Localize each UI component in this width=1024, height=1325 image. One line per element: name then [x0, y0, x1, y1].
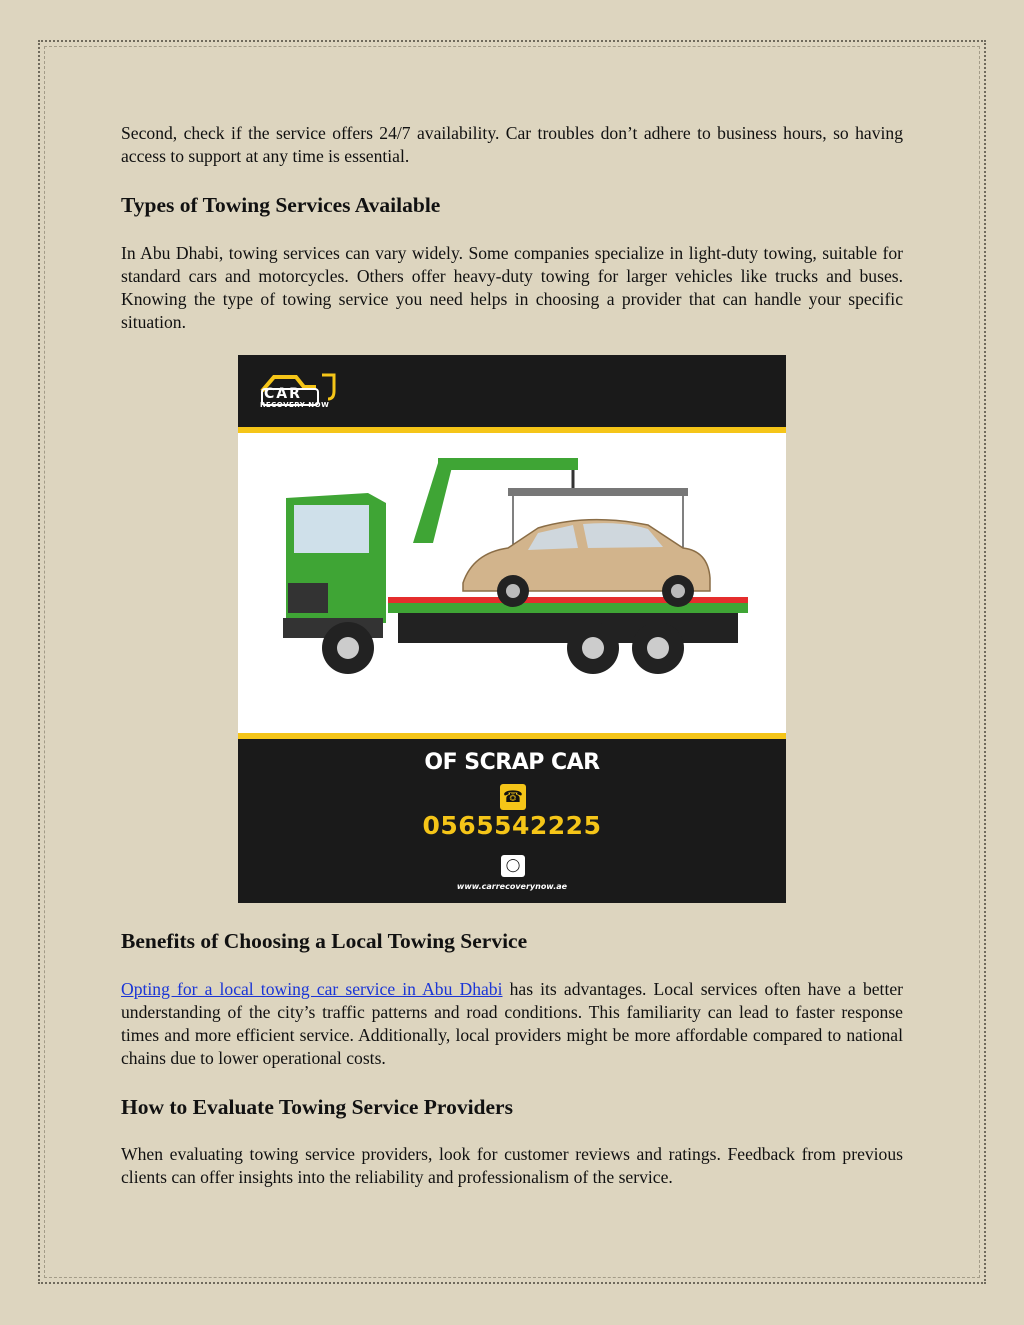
heading-types: Types of Towing Services Available: [121, 193, 441, 217]
paragraph-benefits-text: has its advantages. Local services often have a better understanding of the city’s traffic patterns and road conditions. This familiarity can lead to faster response times and more efficient service. Additionally, local providers might be more affordable compared to national chains due to lower operational costs.: [121, 979, 903, 1068]
tow-truck-illustration: [238, 433, 786, 733]
towing-ad-image: [238, 355, 786, 903]
logo-word: CAR: [264, 386, 302, 402]
heading-evaluate: How to Evaluate Towing Service Providers: [121, 1095, 513, 1119]
heading-benefits: Benefits of Choosing a Local Towing Service: [121, 929, 528, 953]
phone-icon: ☎: [500, 784, 526, 810]
ad-title: [238, 707, 786, 781]
ad-phone-number: 0565542225: [422, 811, 602, 840]
ad-title-line1: TOWING SERVICE FOR TRANSPORTATION: [268, 713, 756, 738]
ad-website: www.carrecoverynow.ae: [456, 882, 568, 891]
ad-title-line2: OF SCRAP CAR: [424, 750, 600, 775]
paragraph-evaluate: When evaluating towing service providers, look for customer reviews and ratings. Feedback from previous clients can offer insights into the reliability and professionalism of the service.: [121, 1144, 903, 1187]
globe-icon: ◯: [501, 855, 525, 877]
ad-illustration-area: [238, 433, 786, 733]
paragraph-benefits: [121, 978, 903, 1070]
paragraph-availability: Second, check if the service offers 24/7 availability. Car troubles don’t adhere to business hours, so having access to support at any time is essential.: [121, 123, 903, 166]
paragraph-types: In Abu Dhabi, towing services can vary widely. Some companies specialize in light-duty towing, suitable for standard cars and motorcycles. Others offer heavy-duty towing for larger vehicles like trucks and buses. Knowing the type of towing service you need helps in choosing a provider that can handle your specific situation.: [121, 243, 903, 332]
local-towing-link[interactable]: Opting for a local towing car service in Abu Dhabi: [121, 979, 503, 999]
logo-text: RECOVERY NOW: [260, 401, 330, 409]
